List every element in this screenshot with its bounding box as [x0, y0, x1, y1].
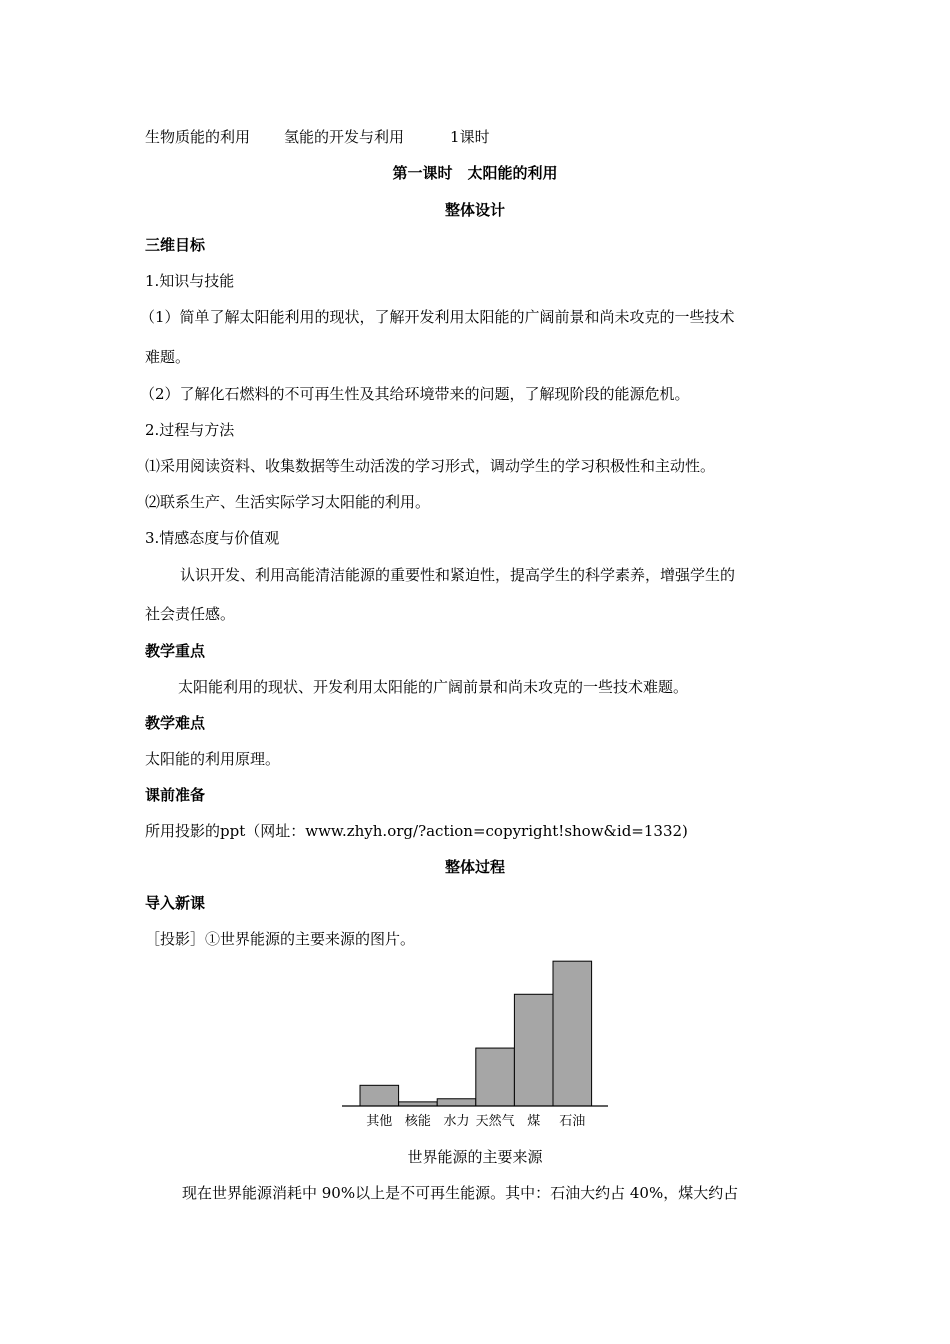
emotion-text: 认识开发、利用高能清洁能源的重要性和紧迫性，提高学生的科学素养，增强学生的 [180, 566, 736, 584]
x-tick-label: 其他 [366, 1114, 393, 1129]
intro-heading: 导入新课 [145, 894, 206, 912]
chart-title: 世界能源的主要来源 [407, 1148, 543, 1166]
goals-heading: 三维目标 [145, 236, 206, 254]
x-tick-label: 煤 [527, 1114, 541, 1129]
x-tick-label: 水力 [443, 1114, 470, 1129]
key-point-text: 太阳能利用的现状、开发利用太阳能的广阔前景和尚未攻克的一些技术难题。 [178, 678, 689, 696]
knowledge-item-2: （2）了解化石燃料的不可再生性及其给环境带来的问题，了解现阶段的能源危机。 [140, 385, 690, 403]
energy-sources-bar-chart [330, 950, 620, 1135]
header-line [145, 127, 490, 147]
process-overall-heading: 整体过程 [444, 858, 505, 876]
bar-1 [360, 1085, 399, 1106]
bar-6 [553, 961, 592, 1106]
closing-text: 现在世界能源消耗中 90%以上是不可再生能源。其中：石油大约占 40%，煤大约占 [182, 1184, 739, 1202]
knowledge-heading: 1.知识与技能 [145, 272, 235, 290]
bar-5 [514, 994, 553, 1106]
knowledge-item-1: （1）简单了解太阳能利用的现状，了解开发利用太阳能的广阔前景和尚未攻克的一些技术 [140, 308, 735, 326]
projection-text: ［投影］①世界能源的主要来源的图片。 [145, 930, 416, 948]
process-item-2: ⑵联系生产、生活实际学习太阳能的利用。 [145, 493, 431, 511]
bar-4 [476, 1048, 515, 1106]
x-tick-label: 石油 [559, 1114, 586, 1129]
x-tick-label: 天然气 [475, 1114, 515, 1129]
header-part-1: 生物质能的利用 [145, 128, 251, 146]
chart-x-labels [366, 1113, 585, 1129]
preparation-text: 所用投影的ppt（网址：www.zhyh.org/?action=copyright!show&id=1332) [145, 822, 688, 840]
bar-3 [437, 1099, 476, 1106]
difficulty-text: 太阳能的利用原理。 [145, 750, 281, 768]
header-part-2: 氢能的开发与利用 [284, 128, 405, 146]
process-item-1: ⑴采用阅读资料、收集数据等生动活泼的学习形式，调动学生的学习积极性和主动性。 [145, 457, 716, 475]
bar-2 [399, 1102, 438, 1106]
chart-bars [360, 961, 592, 1106]
difficulty-heading: 教学难点 [145, 714, 206, 732]
header-part-3: 1课时 [450, 128, 490, 146]
preparation-heading: 课前准备 [145, 786, 206, 804]
key-point-heading: 教学重点 [145, 642, 206, 660]
emotion-text-cont: 社会责任感。 [145, 605, 236, 623]
lesson-title: 第一课时 太阳能的利用 [392, 164, 558, 182]
emotion-heading: 3.情感态度与价值观 [145, 529, 280, 547]
process-heading: 2.过程与方法 [145, 421, 235, 439]
knowledge-item-1-cont: 难题。 [145, 348, 191, 366]
design-heading: 整体设计 [444, 201, 505, 219]
x-tick-label: 核能 [404, 1114, 431, 1129]
